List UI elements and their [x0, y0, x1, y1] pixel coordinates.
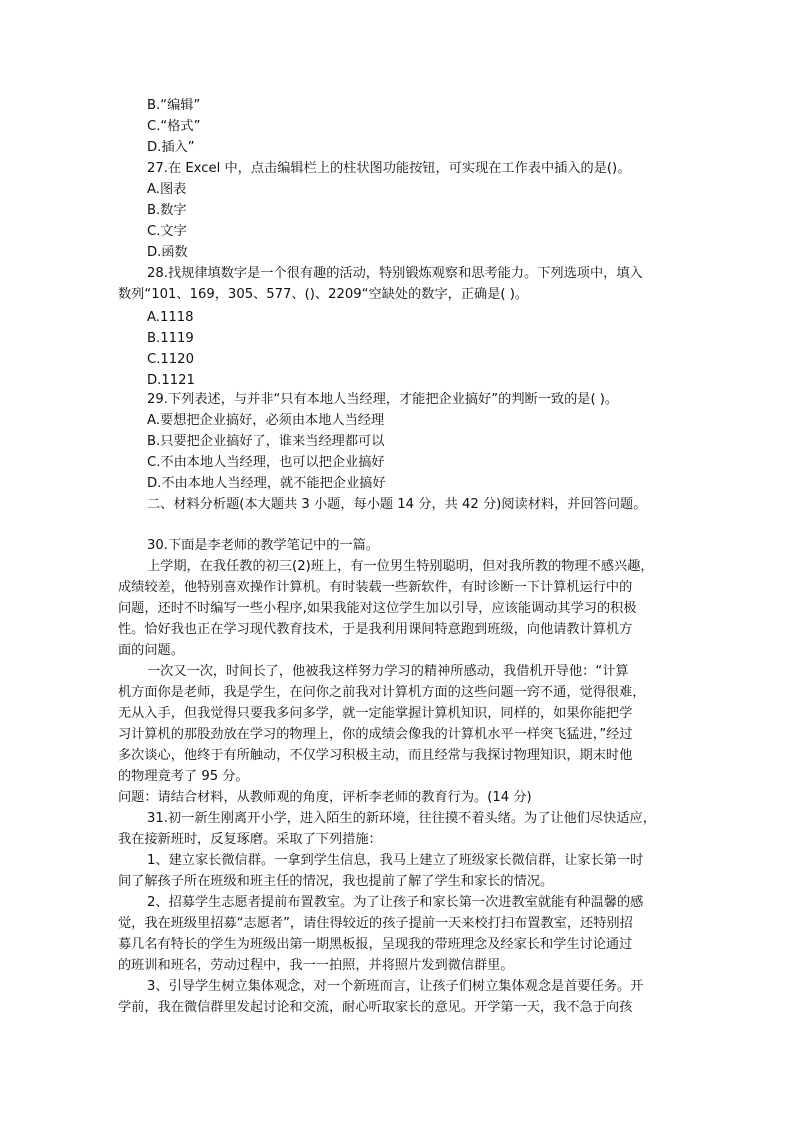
q26-option-d: D.插入”: [147, 140, 195, 155]
q30-paragraph-2: 无从入手，但我觉得只要我多问多学，就一定能掌握计算机知识，同样的，如果你能把学: [118, 706, 633, 721]
q28-stem-line1: 28.找规律填数字是一个很有趣的活动，特别锻炼观察和思考能力。下列选项中，填入: [147, 266, 643, 281]
q31-measure-2: 募几名有特长的学生为班级出第一期黑板报，呈现我的带班理念及经家长和学生讨论通过: [118, 937, 633, 952]
q28-stem-line2: 数列“101、169，305、577、()、2209“空缺处的数字，正确是( )。: [118, 287, 529, 302]
q30-paragraph-1: 问题，还时不时编写一些小程序,如果我能对这位学生加以引导，应该能调动其学习的积极: [118, 601, 637, 616]
q31-stem: 我在接新班时，反复琢磨。采取了下列措施：: [118, 832, 382, 847]
q28-option-b: B.1119: [147, 331, 194, 346]
q27-option-d: D.函数: [147, 245, 188, 260]
q30-paragraph-1: 性。恰好我也正在学习现代教育技术，于是我利用课间特意跑到班级，向他请教计算机方: [118, 622, 633, 637]
q29-option-d: D.不由本地人当经理，就不能把企业搞好: [147, 476, 386, 491]
q27-option-c: C.文字: [147, 224, 187, 239]
q30-paragraph-2: 的物理竟考了 95 分。: [118, 769, 249, 784]
q30-paragraph-1: 上学期，在我任教的初三(2)班上，有一位男生特别聪明，但对我所教的物理不感兴趣，: [147, 559, 654, 574]
q27-option-b: B.数字: [147, 203, 187, 218]
q30-paragraph-2: 机方面你是老师，我是学生，在问你之前我对计算机方面的这些问题一窍不通，觉得很难，: [118, 685, 646, 700]
q29-option-c: C.不由本地人当经理，也可以把企业搞好: [147, 455, 385, 470]
q28-option-c: C.1120: [147, 352, 194, 367]
q30-paragraph-1: 成绩较差，他特别喜欢操作计算机。有时装载一些新软件，有时诊断一下计算机运行中的: [118, 580, 633, 595]
q29-stem: 29.下列表述，与并非“只有本地人当经理，才能把企业搞好”的判断一致的是( )。: [147, 392, 619, 407]
q30-paragraph-2: 习计算机的那股劲放在学习的物理上，你的成绩会像我的计算机水平一样突飞猛进，”经过: [118, 727, 633, 742]
q31-measure-2: 觉，我在班级里招募“志愿者”，请住得较近的孩子提前一天来校打扫布置教室，还特别招: [118, 916, 633, 931]
q28-option-d: D.1121: [147, 373, 195, 388]
section-heading: 二、材料分析题(本大题共 3 小题，每小题 14 分，共 42 分)阅读材料，并回答问题。: [147, 497, 647, 512]
q30-paragraph-1: 面的问题。: [118, 643, 184, 658]
q31-measure-2: 的班训和班名，劳动过程中，我一一拍照，并将照片发到微信群里。: [118, 958, 514, 973]
q31-measure-3: 3、引导学生树立集体观念，对一个新班而言，让孩子们树立集体观念是首要任务。开: [147, 979, 644, 994]
q29-option-b: B.只要把企业搞好了，谁来当经理都可以: [147, 434, 385, 449]
q28-option-a: A.1118: [147, 310, 194, 325]
q26-option-c: C.“格式”: [147, 119, 201, 134]
q29-option-a: A.要想把企业搞好，必须由本地人当经理: [147, 413, 385, 428]
q31-measure-3: 学前，我在微信群里发起讨论和交流，耐心听取家长的意见。开学第一天，我不急于向孩: [118, 1000, 633, 1015]
q31-measure-1: 间了解孩子所在班级和班主任的情况，我也提前了解了学生和家长的情况。: [118, 874, 554, 889]
q27-stem: 27.在 Excel 中，点击编辑栏上的柱状图功能按钮，可实现在工作表中插入的是()。: [147, 161, 631, 176]
q30-question: 问题：请结合材料，从教师观的角度，评析李老师的教育行为。(14 分): [118, 790, 532, 805]
q30-paragraph-2: 一次又一次，时间长了，他被我这样努力学习的精神所感动，我借机开导他：“计算: [147, 664, 629, 679]
q27-option-a: A.图表: [147, 182, 187, 197]
q31-measure-2: 2、招募学生志愿者提前布置教室。为了让孩子和家长第一次进教室就能有种温馨的感: [147, 895, 644, 910]
q31-stem: 31.初一新生刚离开小学，进入陌生的新环境，往往摸不着头绪。为了让他们尽快适应，: [147, 811, 656, 826]
q30-paragraph-2: 多次谈心，他终于有所触动，不仅学习积极主动，而且经常与我探讨物理知识，期末时他: [118, 748, 633, 763]
q26-option-b: B.“编辑”: [147, 98, 201, 113]
q31-measure-1: 1、建立家长微信群。一拿到学生信息，我马上建立了班级家长微信群，让家长第一时: [147, 853, 644, 868]
q30-stem: 30.下面是李老师的教学笔记中的一篇。: [147, 538, 379, 553]
